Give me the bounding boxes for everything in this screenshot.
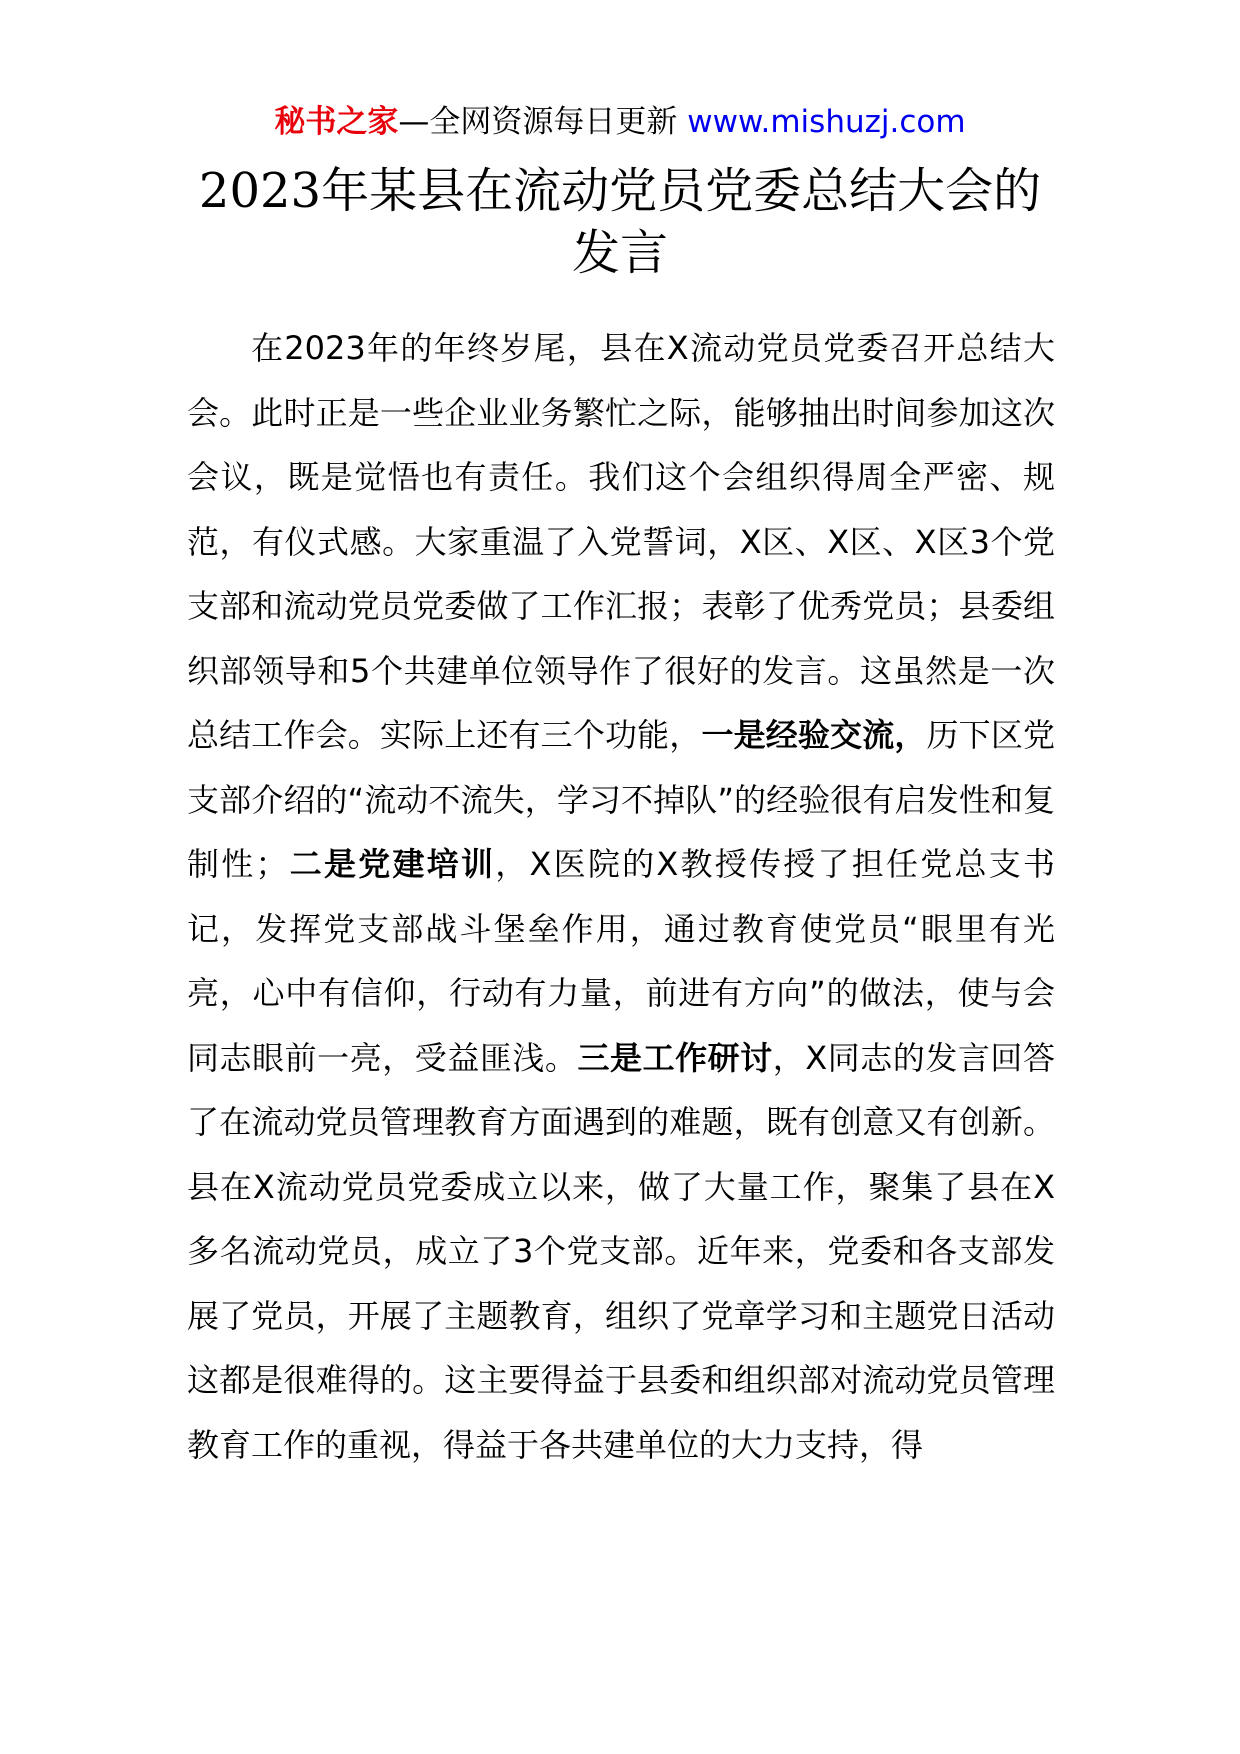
bold-point-three: 三是工作研讨 bbox=[577, 1038, 773, 1077]
body-paragraph bbox=[187, 316, 1055, 1477]
site-url-link[interactable]: www.mishuzj.com bbox=[687, 104, 966, 140]
paragraph-text: 历下区党支部介绍的“流动不流失，学习不掉队”的经验很有启发性和复制性； bbox=[187, 716, 1055, 883]
bold-point-two: 二是党建培训 bbox=[287, 845, 496, 883]
brand-name: 秘书之家 bbox=[274, 104, 399, 140]
paragraph-text: ，X医院的X教授传授了担任党总支书记，发挥党支部战斗堡垒作用，通过教育使党员“眼里有光亮，心中有信仰，行动有力量，前进有方向”的做法，使与会同志眼前一亮，受益匪浅。 bbox=[187, 845, 1055, 1077]
paragraph-text: ，X同志的发言回答了在流动党员管理教育方面遇到的难题，既有创意又有创新。县在X流动党员党委成立以来，做了大量工作，聚集了县在X多名流动党员，成立了3个党支部。近年来，党委和各支部发展了党员，开展了主题教育，组织了党章学习和主题党日活动这都是很难得的。这主要得益于县委和组织部对流动党员管理教育工作的重视，得益于各共建单位的大力支持，得 bbox=[187, 1038, 1055, 1464]
paragraph-text: 在2023年的年终岁尾，县在X流动党员党委召开总结大会。此时正是一些企业业务繁忙之际，能够抽出时间参加这次会议，既是觉悟也有责任。我们这个会组织得周全严密、规范，有仪式感。大家重温了入党誓词，X区、X区、X区3个党支部和流动党员党委做了工作汇报；表彰了优秀党员；县委组织部领导和5个共建单位领导作了很好的发言。这虽然是一次总结工作会。实际上还有三个功能， bbox=[187, 329, 1055, 754]
document-title: 2023年某县在流动党员党委总结大会的发言 bbox=[198, 163, 1042, 281]
header-tagline: —全网资源每日更新 bbox=[398, 104, 678, 140]
header-banner bbox=[0, 100, 1240, 144]
bold-point-one: 一是经验交流， bbox=[701, 716, 927, 754]
